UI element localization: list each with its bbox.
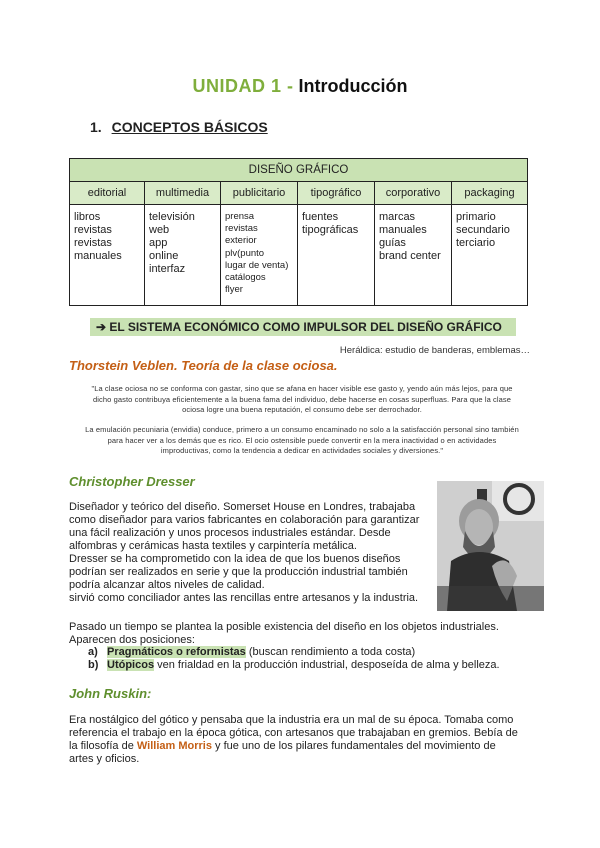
cell-item: flyer [225,284,243,296]
design-table [69,158,528,306]
section-number: 1. [90,119,102,135]
table-cell [221,205,298,306]
dresser-p2: Dresser se ha comprometido con la idea de que los buenos diseños podrían ser realizados en serie y que la producción industrial también podría alcanzar altos niveles de calidad. [69,553,408,591]
positions-list [88,646,500,672]
column-header: corporativo [375,182,452,205]
column-header: multimedia [145,182,221,205]
veblen-quote-2: La emulación pecuniaria (envidia) conduce, primero a un consumo encaminado no solo a la satisfacción personal sino también para hacer ver a los demás que es rico. El ocio ostensible puede convertir en la mera inactividad o en actividades improductivas, como la tendencia a dedicar en actividades sociales y diversiones." [85,425,519,455]
ruskin-heading: John Ruskin: [69,686,152,701]
column-header: publicitario [221,182,298,205]
dresser-p3: sirvió como conciliador antes las rencillas entre artesanos y la industria. [69,592,419,604]
cell-item: guías [379,237,406,249]
economic-system-heading: ➔ EL SISTEMA ECONÓMICO COMO IMPULSOR DEL DISEÑO GRÁFICO [90,318,516,336]
list-item [88,646,500,659]
table-cell [298,205,375,306]
ruskin-text-before: Era nostálgico del gótico y pensaba que la industria era un mal de su época. Tomaba como referencia el trabajo en la época gótica, con artesanos que trabajaban en gremios. Bebía de la filosofía de [69,714,518,752]
column-header: editorial [70,182,145,205]
cell-item: plv(punto [225,247,265,259]
section-label: CONCEPTOS BÁSICOS [111,119,268,135]
cell-item: libros [74,211,101,223]
cell-item: app [149,237,168,249]
unit-topic: Introducción [298,76,408,96]
unit-label: UNIDAD 1 - [192,76,294,96]
william-morris-highlight: William Morris [136,740,212,752]
veblen-quote-1: "La clase ociosa no se conforma con gastar, sino que se afana en hacer visible ese gasto y, yendo aún más lejos, para que dicho gasto contribuya eficientemente a la buena fama del individuo, debe hacerse en cosas superfluas. Para que la clase ociosa logre una buena reputación, el consumo debe ser derrochador. [91,384,513,414]
dresser-p1: Diseñador y teórico del diseño. Somerset House en Londres, trabajaba como diseñador para varios fabricantes en colaboración para garantizar una fácil realización y unos procesos industriales estándar. Desde alfombras y cerámicas hasta textiles y carpintería metálica. [69,501,420,552]
column-header: tipográfico [298,182,375,205]
position-term: Pragmáticos o reformistas [107,646,246,658]
position-term: Utópicos [107,659,155,671]
cell-item: online [149,250,179,262]
portrait-illustration [437,481,544,611]
cell-item: brand center [379,250,441,262]
cell-item: fuentes [302,211,339,223]
cell-item: prensa [225,211,255,222]
cell-item: manuales [379,224,427,236]
cell-item: web [149,224,170,236]
cell-item: primario [456,211,496,223]
cell-item: interfaz [149,263,186,275]
dresser-heading: Christopher Dresser [69,474,195,489]
cell-item: terciario [456,237,496,249]
cell-item: exterior [225,235,257,247]
column-header: packaging [452,182,528,205]
cell-item: televisión [149,211,195,223]
dresser-paragraph [69,501,431,605]
table-cell [375,205,452,306]
veblen-name: Thorstein Veblen [69,358,174,373]
cell-item: revistas [74,224,112,236]
cell-item: revistas [225,223,258,235]
cell-item: revistas [74,237,112,249]
dresser-portrait-image [437,481,544,611]
heraldica-note: Heráldica: estudio de banderas, emblemas… [339,345,530,356]
cell-item: secundario [456,224,510,236]
section-heading [90,119,268,135]
list-item [88,659,500,672]
cell-item: lugar de venta) [225,259,289,271]
dresser-positions-intro: Pasado un tiempo se plantea la posible existencia del diseño en los objetos industriales. Aparecen dos posiciones: [69,621,499,646]
table-cell [145,205,221,306]
list-marker: b) [88,659,99,671]
ruskin-text-after: y fue uno de los pilares fundamentales del movimiento de artes y oficios. [69,740,496,765]
position-desc: (buscan rendimiento a toda costa) [245,646,416,658]
table-cell [70,205,145,306]
table-header: DISEÑO GRÁFICO [70,159,528,182]
cell-item: manuales [74,250,122,262]
veblen-work: . Teoría de la clase ociosa. [173,358,338,373]
position-desc: ven frialdad en la producción industrial, desposeída de alma y belleza. [154,659,500,671]
veblen-heading [69,358,338,373]
page-title [0,76,600,97]
ruskin-paragraph [69,714,521,766]
cell-item: marcas [379,211,416,223]
list-marker: a) [88,646,98,658]
table-cell [452,205,528,306]
cell-item: catálogos [225,272,266,284]
cell-item: tipográficas [302,224,359,236]
